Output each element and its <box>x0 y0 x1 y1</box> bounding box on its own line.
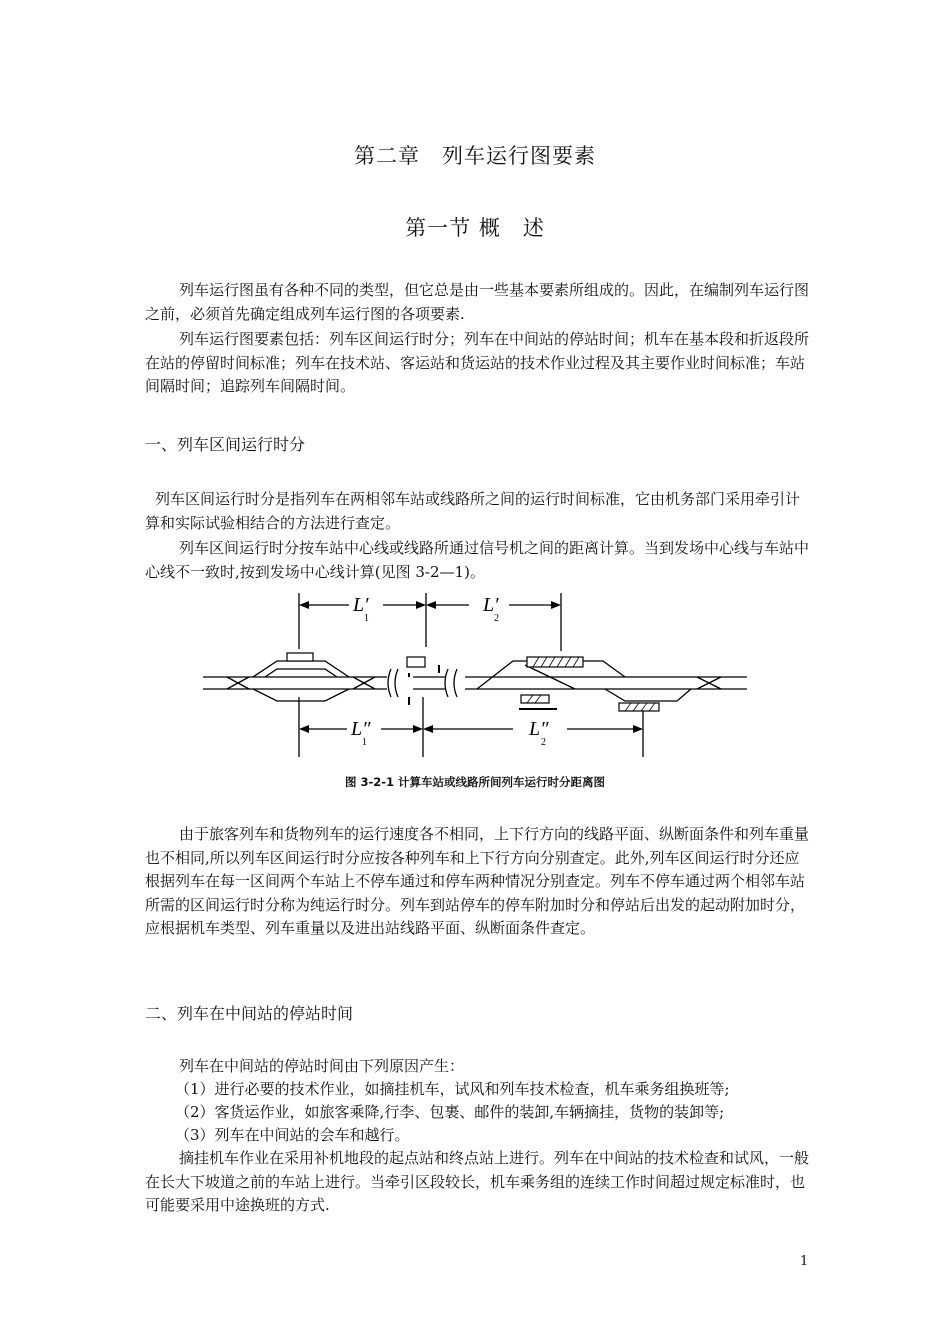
page-number: 1 <box>800 1254 809 1269</box>
section2-list-item-3: （3）列车在中间站的会车和越行。 <box>175 1126 410 1144</box>
heading-section-2: 二、列车在中间站的停站时间 <box>145 1004 354 1023</box>
chapter-title: 第二章 列车运行图要素 <box>354 144 596 168</box>
section2-list-item-1: （1）进行必要的技术作业，如摘挂机车，试风和列车技术检查，机车乘务组换班等; <box>175 1080 730 1098</box>
station-distance-diagram <box>195 585 760 765</box>
label-L1-prime: L′ <box>353 594 369 616</box>
label-L2-prime: L′ <box>483 594 499 616</box>
label-L2-double-prime: L″ <box>529 718 549 740</box>
section2-paragraph: 摘挂机车作业在采用补机地段的起点站和终点站上进行。列车在中间站的技术检查和试风，一般在长大下坡道之前的车站上进行。当牵引区段较长，机车乘务组的连续工作时间超过规定标准时，也可能要采用中途换班的方式. <box>145 1149 810 1214</box>
heading-section-1: 一、列车区间运行时分 <box>145 435 306 454</box>
section2-list-item-2: （2）客货运作业，如旅客乘降,行李、包裹、邮件的装卸,车辆摘挂，货物的装卸等; <box>175 1103 725 1121</box>
label-L1-double-prime: L″ <box>351 718 371 740</box>
intro-paragraph-2: 列车运行图要素包括：列车区间运行时分；列车在中间站的停站时间；机车在基本段和折返段所在站的停留时间标准；列车在技术站、客运站和货运站的技术作业过程及其主要作业时间标准；车站间隔时间；追踪列车间隔时间。 <box>145 330 810 395</box>
label-L2-prime-subscript: 2 <box>494 613 499 624</box>
intro-paragraph-1: 列车运行图虽有各种不同的类型，但它总是由一些基本要素所组成的。因此，在编制列车运行图之前，必须首先确定组成列车运行图的各项要素. <box>145 281 810 323</box>
label-L1-prime-subscript: 1 <box>364 613 369 624</box>
section1-paragraph-1: 列车区间运行时分是指列车在两相邻车站或线路所之间的运行时间标准，它由机务部门采用牵引计算和实际试验相结合的方法进行查定。 <box>145 490 801 532</box>
section1-paragraph-3: 由于旅客列车和货物列车的运行速度各不相同，上下行方向的线路平面、纵断面条件和列车重量也不相同,所以列车区间运行时分应按各种列车和上下行方向分别查定。此外,列车区间运行时分还应根据列车在每一区间两个车站上不停车通过和停车两种情况分别查定。列车不停车通过两个相邻车站所需的区间运行时分称为纯运行时分。列车到站停车的停车附加时分和停站后出发的起动附加时分，应根据机车类型、列车重量以及进出站线路平面、纵断面条件查定。 <box>145 825 810 937</box>
label-L2-double-prime-subscript: 2 <box>541 737 546 748</box>
label-L1-double-prime-subscript: 1 <box>362 737 367 748</box>
section2-lead: 列车在中间站的停站时间由下列原因产生： <box>179 1057 465 1075</box>
section1-paragraph-2: 列车区间运行时分按车站中心线或线路所通过信号机之间的距离计算。当到发场中心线与车站中心线不一致时,按到发场中心线计算(见图 3-2—1)。 <box>145 539 810 581</box>
figure-caption: 图 3-2-1 计算车站或线路所间列车运行时分距离图 <box>344 775 606 789</box>
section-title: 第一节 概 述 <box>405 216 545 240</box>
